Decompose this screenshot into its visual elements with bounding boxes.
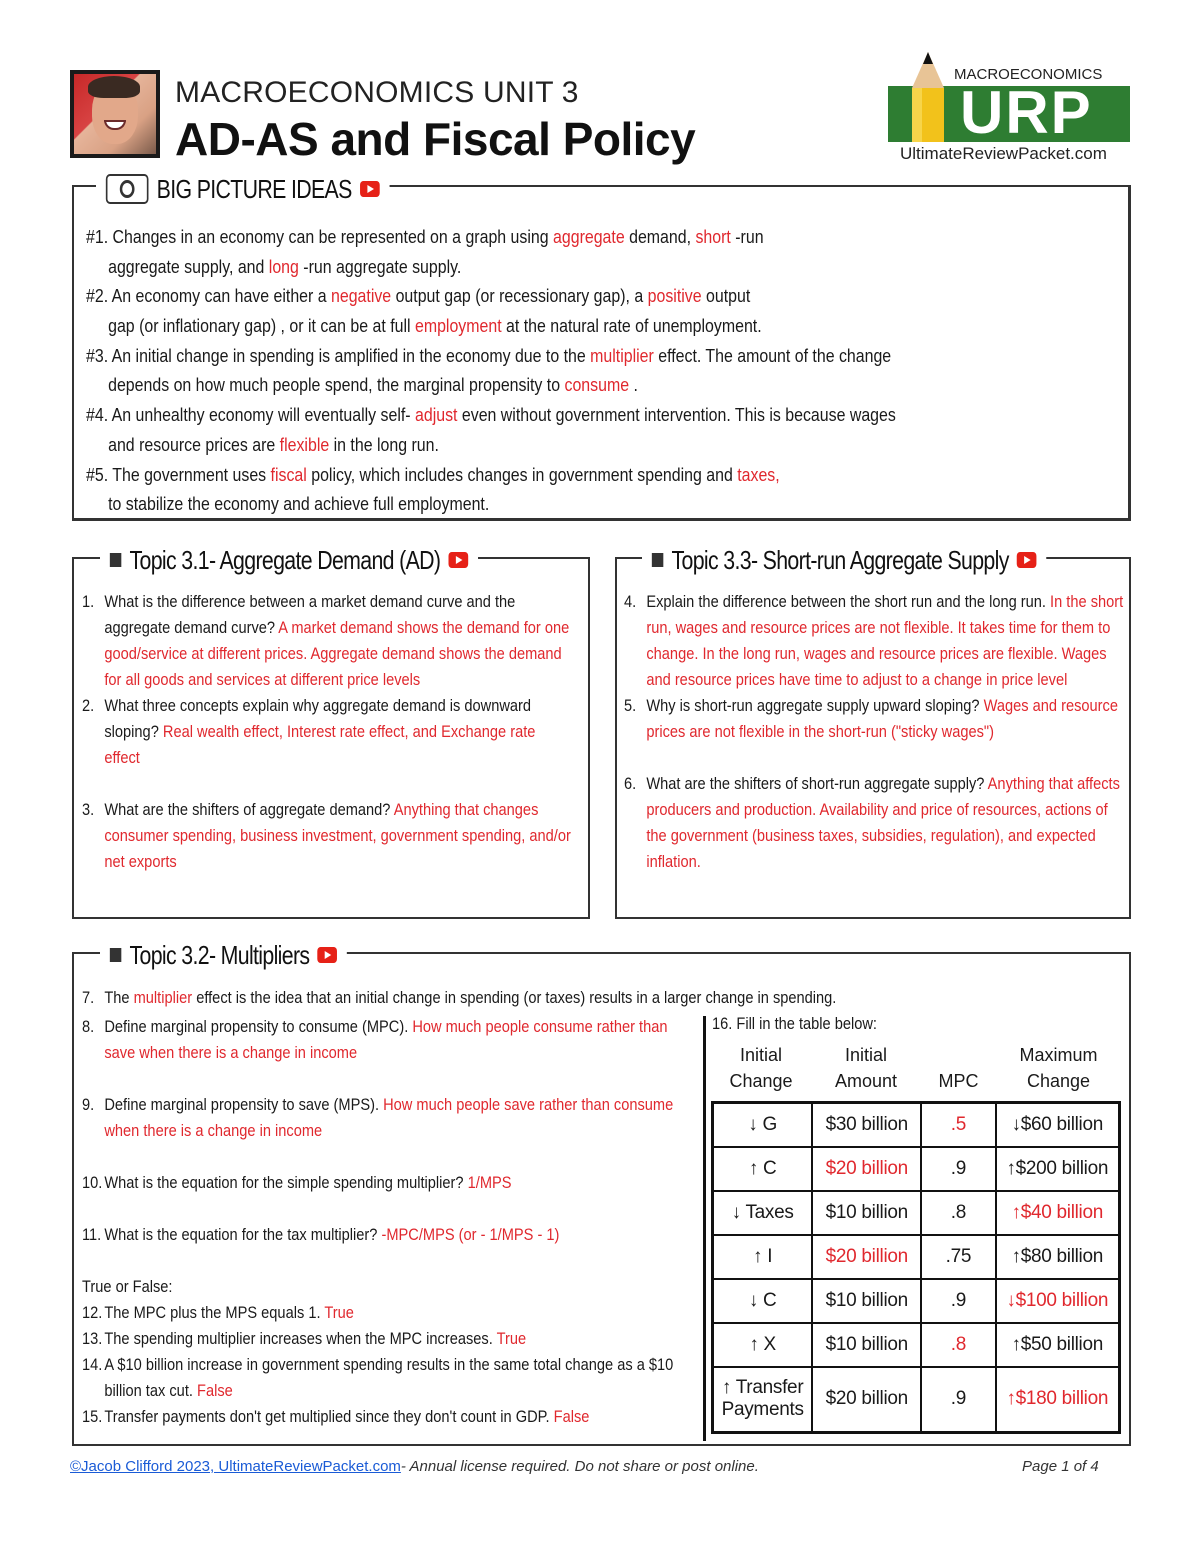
table-cell: .8 [921, 1191, 995, 1235]
question-number: 1. [82, 592, 95, 611]
question-number: 2. [82, 696, 95, 715]
table-cell: ↓$100 billion [996, 1279, 1120, 1323]
question-text: What is the equation for the simple spending multiplier? [104, 1173, 468, 1192]
question-body [104, 1352, 701, 1404]
question-item [624, 771, 1126, 875]
question-body [104, 1014, 701, 1066]
question-number: 12. [82, 1303, 103, 1322]
bullet-square-icon [652, 553, 663, 567]
question-body [104, 1300, 353, 1326]
table-header [711, 1042, 811, 1094]
text: even without government intervention. This is because wages [457, 404, 896, 426]
youtube-icon[interactable] [360, 181, 380, 197]
question-text: The MPC plus the MPS equals 1. [104, 1303, 325, 1322]
table-cell: .9 [921, 1367, 995, 1433]
table-row [713, 1103, 1120, 1147]
topic-mult-title: Topic 3.2- Multipliers [129, 939, 310, 970]
table-cell: $30 billion [812, 1103, 921, 1147]
table-cell: $20 billion [812, 1147, 921, 1191]
question-item [624, 589, 1126, 693]
question-body [646, 693, 1126, 745]
logo-top-text: MACROECONOMICS [954, 66, 1103, 83]
table-row [713, 1147, 1120, 1191]
footer-notice: - Annual license required. Do not share or post online. [400, 1458, 759, 1475]
table-row [713, 1323, 1120, 1367]
question-text: Explain the difference between the short run and the long run. [646, 592, 1051, 611]
text: policy, which includes changes in government spending and [306, 463, 738, 485]
text: #2. An economy can have either a [86, 285, 332, 307]
big-picture-title: BIG PICTURE IDEAS [156, 173, 352, 204]
answer: aggregate [553, 226, 625, 247]
table-headers [711, 1042, 1121, 1094]
answer: flexible [279, 433, 330, 455]
logo-site: UltimateReviewPacket.com [900, 144, 1107, 163]
answer: taxes, [737, 463, 780, 485]
question-item [82, 1222, 701, 1248]
question-body [104, 1222, 559, 1248]
text: -run aggregate supply. [298, 255, 462, 277]
question-number: 15. [82, 1407, 103, 1426]
text: to stabilize the economy and achieve full employment. [86, 493, 490, 515]
table-cell: ↑$180 billion [996, 1367, 1120, 1433]
idea-line [86, 489, 998, 519]
idea-line [86, 370, 998, 400]
big-picture-ideas [86, 222, 998, 519]
answer: 1/MPS [467, 1173, 512, 1192]
text: aggregate supply, and [86, 255, 269, 277]
answer: False [197, 1381, 233, 1400]
answer: short [695, 226, 731, 247]
text: . [629, 374, 638, 396]
idea-line [86, 281, 998, 311]
table-cell: ↑$50 billion [996, 1323, 1120, 1367]
text: effect. The amount of the change [653, 344, 892, 366]
table-prompt: 16. Fill in the table below: [712, 1014, 877, 1033]
table-header [811, 1042, 921, 1094]
question-body [104, 1170, 511, 1196]
question-body [104, 1092, 701, 1144]
answer: Wages and resource prices are not flexible in the short-run ("sticky wages") [646, 696, 1118, 741]
footer-link[interactable]: ©Jacob Clifford 2023, UltimateReviewPacket.com [70, 1458, 401, 1475]
answer: consume [564, 374, 630, 396]
question-number: 5. [624, 696, 637, 715]
table-cell: .5 [921, 1103, 995, 1147]
question-item [82, 1300, 701, 1326]
text: depends on how much people spend, the marginal propensity to [86, 374, 565, 396]
table-cell: ↑ Transfer Payments [713, 1367, 813, 1433]
logo-mark: URP [960, 79, 1093, 146]
question-number: 6. [624, 774, 637, 793]
question-text: Why is short-run aggregate supply upward sloping? [646, 696, 984, 715]
table-cell: .8 [921, 1323, 995, 1367]
text: and resource prices are [86, 433, 280, 455]
question-body [104, 797, 572, 875]
bullet-square-icon [110, 948, 121, 962]
text: output gap (or recessionary gap), a [391, 285, 648, 307]
answer: fiscal [270, 463, 307, 485]
question-item [82, 589, 572, 693]
question-body [646, 589, 1126, 693]
question-item [82, 1326, 701, 1352]
header-line: Initial [844, 1045, 888, 1065]
answer: multiplier [133, 988, 193, 1007]
table-row [713, 1279, 1120, 1323]
topic-sras-header [642, 545, 1046, 575]
idea-line [86, 311, 998, 341]
table-row [713, 1367, 1120, 1433]
question-item [624, 693, 1126, 745]
table-cell: $10 billion [812, 1279, 921, 1323]
page-title: AD-AS and Fiscal Policy [175, 113, 696, 165]
answer: Anything that changes consumer spending, business investment, government spending, and/or net exports [104, 800, 571, 871]
question-text: Define marginal propensity to save (MPS). [104, 1095, 384, 1114]
youtube-icon[interactable] [449, 552, 469, 568]
text: in the long run. [329, 433, 439, 455]
answer: False [553, 1407, 590, 1426]
mult-questions [82, 1014, 701, 1430]
answer: adjust [415, 404, 458, 426]
author-photo [70, 70, 160, 158]
question-text: Transfer payments don't get multiplied since they don't count in GDP. [104, 1407, 554, 1426]
table-cell: ↑$80 billion [996, 1235, 1120, 1279]
question-body [104, 1404, 589, 1430]
question-text: What are the shifters of aggregate demand? [104, 800, 394, 819]
divider [703, 1016, 706, 1441]
topic-sras-questions [624, 589, 1126, 901]
table-cell: $20 billion [812, 1235, 921, 1279]
header-line: MPC [938, 1071, 979, 1091]
idea-line [86, 430, 998, 460]
question-text: What is the difference between a market demand curve and the aggregate demand curve? [104, 592, 516, 637]
table-cell: ↑$40 billion [996, 1191, 1120, 1235]
question-body [104, 693, 572, 771]
header-line: Initial [739, 1045, 783, 1065]
idea-line [86, 252, 998, 282]
text: -run [730, 226, 764, 247]
answer: True [496, 1329, 527, 1348]
youtube-icon[interactable] [1017, 552, 1037, 568]
text: at the natural rate of unemployment. [501, 315, 762, 337]
topic-ad-header [100, 545, 478, 575]
camera-icon [106, 174, 149, 204]
question-item [82, 1092, 701, 1144]
table-cell: ↓ G [713, 1103, 813, 1147]
question-number: 4. [624, 592, 637, 611]
question-item [82, 693, 572, 771]
question-number: 14. [82, 1355, 103, 1374]
header-line: Change [729, 1071, 793, 1091]
answer: Real wealth effect, Interest rate effect, and Exchange rate effect [104, 722, 536, 767]
table-cell: ↓ C [713, 1279, 813, 1323]
table-cell: ↑ C [713, 1147, 813, 1191]
table-cell: .75 [921, 1235, 995, 1279]
answer: In the short run, wages and resource prices are not flexible. It takes time for them to change. In the long run, wages and resource prices are flexible. Wages and resource prices have time to adjust to a change in price level [646, 592, 1124, 689]
question-7: 7. The multiplier effect is the idea that an initial change in spending (or taxes) results in a larger change in spending. [82, 988, 837, 1007]
question-text: A $10 billion increase in government spending results in the same total change as a $10 billion tax cut. [104, 1355, 674, 1400]
question-body [104, 1326, 526, 1352]
question-text: Define marginal propensity to consume (MPC). [104, 1017, 413, 1036]
header-line: Amount [834, 1071, 898, 1091]
question-number: 13. [82, 1329, 103, 1348]
topic-mult-header [100, 940, 347, 970]
question-number: 8. [82, 1017, 95, 1036]
table-cell: $10 billion [812, 1323, 921, 1367]
table-cell: .9 [921, 1147, 995, 1191]
idea-lines [86, 222, 998, 519]
idea-line [86, 400, 998, 430]
text: #4. An unhealthy economy will eventually self- [86, 404, 416, 426]
mult-question-list [82, 1014, 701, 1248]
header-line: Change [1026, 1071, 1091, 1091]
answer: True [324, 1303, 354, 1322]
idea-line [86, 460, 998, 490]
unit-title: MACROECONOMICS UNIT 3 [175, 76, 579, 109]
topic-ad-questions [82, 589, 572, 901]
table-cell: ↑$200 billion [996, 1147, 1120, 1191]
text: #5. The government uses [86, 463, 271, 485]
text: #3. An initial change in spending is amplified in the economy due to the [86, 344, 591, 366]
question-item [82, 797, 572, 875]
question-text: What are the shifters of short-run aggregate supply? [646, 774, 988, 793]
table-cell: ↓ Taxes [713, 1191, 813, 1235]
table-header [921, 1042, 996, 1094]
answer: A market demand shows the demand for one good/service at different prices. Aggregate demand shows the demand for all goods and services at different price levels [104, 618, 570, 689]
table-cell: .9 [921, 1279, 995, 1323]
big-picture-header [96, 172, 389, 206]
question-number: 3. [82, 800, 95, 819]
answer: employment [414, 315, 502, 337]
text: gap (or inflationary gap) , or it can be at full [86, 315, 415, 337]
topic-ad-title: Topic 3.1- Aggregate Demand (AD) [129, 544, 441, 575]
true-false-label: True or False: [82, 1277, 173, 1296]
header-line [921, 1042, 996, 1068]
footer-copyright [70, 1458, 759, 1475]
idea-line [86, 222, 998, 252]
table-cell: $10 billion [812, 1191, 921, 1235]
youtube-icon[interactable] [318, 947, 338, 963]
question-text: The spending multiplier increases when the MPC increases. [104, 1329, 497, 1348]
question-number: 9. [82, 1095, 95, 1114]
text: output [701, 285, 751, 307]
table-row [713, 1235, 1120, 1279]
topic-sras-title: Topic 3.3- Short-run Aggregate Supply [671, 544, 1009, 575]
answer: negative [331, 285, 392, 307]
question-body [104, 589, 572, 693]
true-false-list [82, 1300, 701, 1430]
question-text: What three concepts explain why aggregate demand is downward sloping? [104, 696, 532, 741]
text: demand, [624, 226, 696, 247]
question-item [82, 1352, 701, 1404]
question-item [82, 1404, 701, 1430]
table-header [996, 1042, 1121, 1094]
answer: long [268, 255, 299, 277]
question-text: What is the equation for the tax multiplier? [104, 1225, 382, 1244]
answer: -MPC/MPS (or - 1/MPS - 1) [381, 1225, 560, 1244]
urp-logo [888, 52, 1132, 167]
question-body [646, 771, 1126, 875]
text: #1. Changes in an economy can be represented on a graph using [86, 226, 554, 247]
answer: multiplier [590, 344, 654, 366]
question-item [82, 1170, 701, 1196]
question-number: 11. [82, 1225, 102, 1244]
question-number: 10. [82, 1173, 103, 1192]
idea-line [86, 341, 998, 371]
answer: positive [647, 285, 702, 307]
table-cell: $20 billion [812, 1367, 921, 1433]
bullet-square-icon [110, 553, 121, 567]
table-cell: ↑ X [713, 1323, 813, 1367]
answer: Anything that affects producers and production. Availability and price of resources, actions of the government (business taxes, subsidies, regulation), and expected inflation. [646, 774, 1120, 871]
table-cell: ↓$60 billion [996, 1103, 1120, 1147]
question-item [82, 1014, 701, 1066]
multiplier-table [711, 1101, 1121, 1434]
page-number: Page 1 of 4 [1022, 1458, 1099, 1475]
table-cell: ↑ I [713, 1235, 813, 1279]
answer: How much people save rather than consume when there is a change in income [104, 1095, 674, 1140]
answer: How much people consume rather than save when there is a change in income [104, 1017, 668, 1062]
table-row [713, 1191, 1120, 1235]
header-line: Maximum [1019, 1045, 1098, 1065]
